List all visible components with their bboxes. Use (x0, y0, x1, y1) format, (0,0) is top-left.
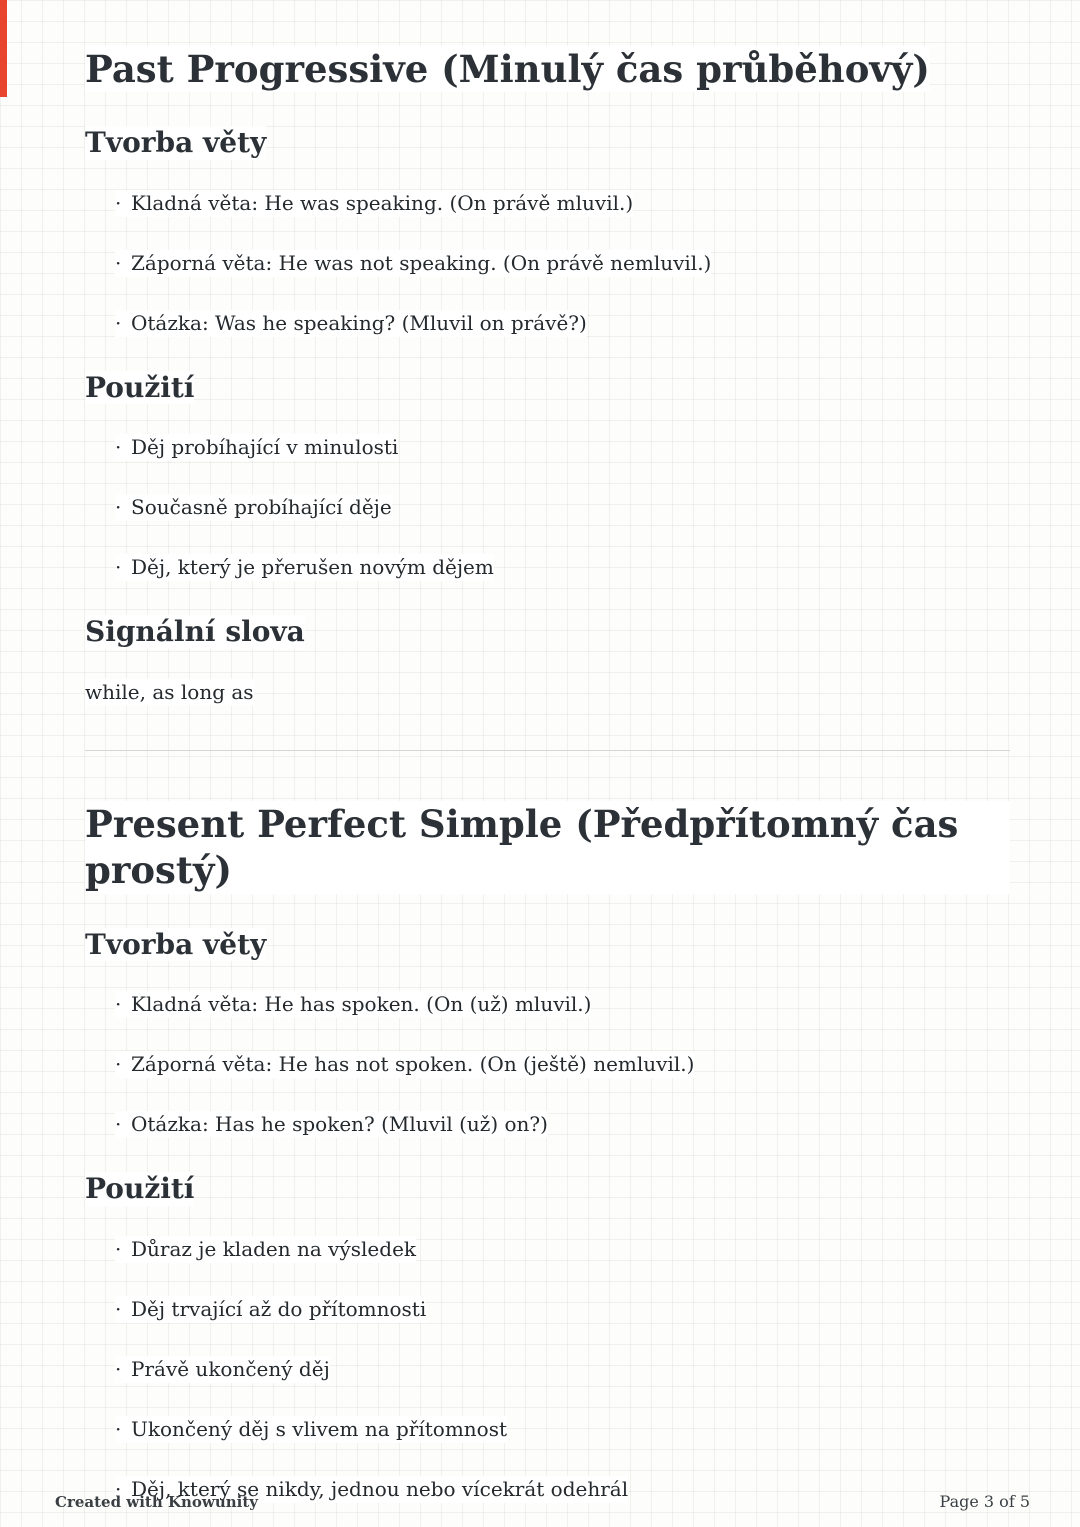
section-title: Past Progressive (Minulý čas průběhový) (85, 47, 930, 91)
bullet-list (85, 991, 1010, 1138)
bullet-item: · Záporná věta: He was not speaking. (On právě nemluvil.) (115, 250, 711, 277)
subsection-title-signalni-slova: Signální slova (85, 615, 305, 649)
bullet-item: · Otázka: Has he spoken? (Mluvil (už) on?) (115, 1111, 548, 1138)
footer-page-number: Page 3 of 5 (939, 1492, 1030, 1511)
bullet-item: · Děj, který se nikdy, jednou nebo vícekrát odehrál (115, 1476, 628, 1503)
bullet-list (85, 434, 1010, 581)
bullet-list (85, 1236, 1010, 1503)
bullet-item: · Současně probíhající děje (115, 494, 392, 521)
bullet-item: · Záporná věta: He has not spoken. (On (ještě) nemluvil.) (115, 1051, 694, 1078)
page-footer (0, 1492, 1080, 1511)
bullet-item: · Děj, který je přerušen novým dějem (115, 554, 494, 581)
section-present-perfect-simple (85, 801, 1010, 1503)
subsection-title-tvorba-vety: Tvorba věty (85, 927, 267, 961)
bullet-list (85, 190, 1010, 337)
section-title: Present Perfect Simple (Předpřítomný čas prostý) (85, 801, 1010, 894)
section-past-progressive (85, 46, 1010, 706)
bullet-item: · Kladná věta: He was speaking. (On právě mluvil.) (115, 190, 633, 217)
subsection-title-tvorba-vety: Tvorba věty (85, 126, 267, 160)
bullet-item: · Otázka: Was he speaking? (Mluvil on právě?) (115, 310, 587, 337)
bullet-item: · Důraz je kladen na výsledek (115, 1236, 416, 1263)
subsection-title-pouziti: Použití (85, 370, 195, 404)
bullet-item: · Kladná věta: He has spoken. (On (už) mluvil.) (115, 991, 591, 1018)
subsection-title-pouziti: Použití (85, 1172, 195, 1206)
bullet-item: · Děj probíhající v minulosti (115, 434, 398, 461)
bullet-item: · Právě ukončený děj (115, 1356, 330, 1383)
footer-branding: Created with Knowunity (55, 1493, 258, 1511)
section-divider (85, 750, 1010, 751)
signal-words-text: while, as long as (85, 680, 254, 705)
bullet-item: · Ukončený děj s vlivem na přítomnost (115, 1416, 507, 1443)
bullet-item: · Děj trvající až do přítomnosti (115, 1296, 426, 1323)
